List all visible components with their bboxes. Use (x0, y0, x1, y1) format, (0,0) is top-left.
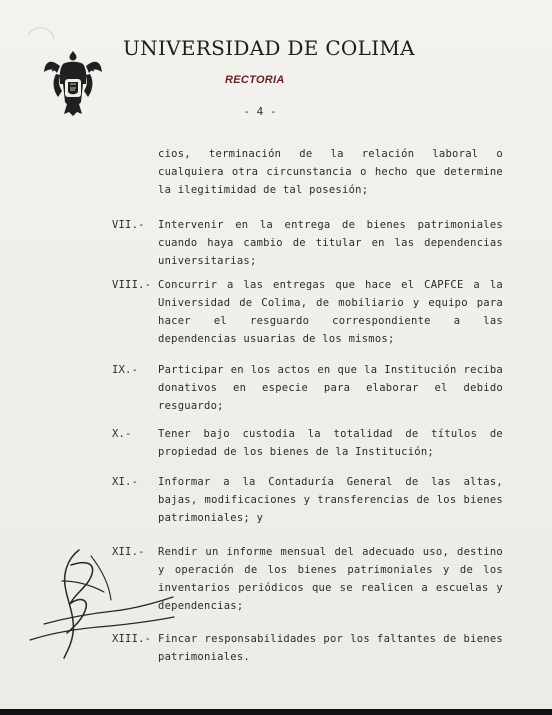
office-subtitle: RECTORIA (225, 74, 285, 86)
item-number: VII.- (112, 219, 145, 231)
item-number: IX.- (112, 364, 139, 376)
item-number: XIII.- (112, 633, 152, 645)
item-number: XII.- (112, 546, 145, 558)
item-number: X.- (112, 428, 132, 440)
item-text: Tener bajo custodia la totalidad de títulos de propiedad de los bienes de la Institución; (158, 428, 503, 458)
item-number: VIII.- (112, 279, 152, 291)
item-text: Participar en los actos en que la Institución reciba donativos en especie para elaborar el debido resguardo; (158, 364, 503, 412)
item-text: Rendir un informe mensual del adecuado uso, destino y operación de los bienes patrimoniales y de los inventarios periódicos que se realicen a escuelas y dependencias; (158, 546, 503, 612)
institution-title: UNIVERSIDAD DE COLIMA (123, 36, 415, 60)
item-text: Intervenir en la entrega de bienes patrimoniales cuando haya cambio de titular en las dependencias universitarias; (158, 219, 503, 267)
item-text: Concurrir a las entregas que hace el CAPFCE a la Universidad de Colima, de mobiliario y equipo para hacer el resguardo correspondiente a las dependencias usuarias de los mismos; (158, 279, 503, 345)
item-text: Informar a la Contaduría General de las altas, bajas, modificaciones y transferencias de los bienes patrimoniales; y (158, 476, 503, 524)
intro-paragraph: cios, terminación de la relación laboral o cualquiera otra circunstancia o hecho que determine la ilegitimidad de tal posesión; (158, 148, 503, 196)
signature-icon (28, 547, 178, 667)
page-number: - 4 - (243, 105, 277, 118)
item-text: Fincar responsabilidades por los faltantes de bienes patrimoniales. (158, 633, 503, 663)
item-number: XI.- (112, 476, 139, 488)
bottom-border (0, 709, 552, 715)
